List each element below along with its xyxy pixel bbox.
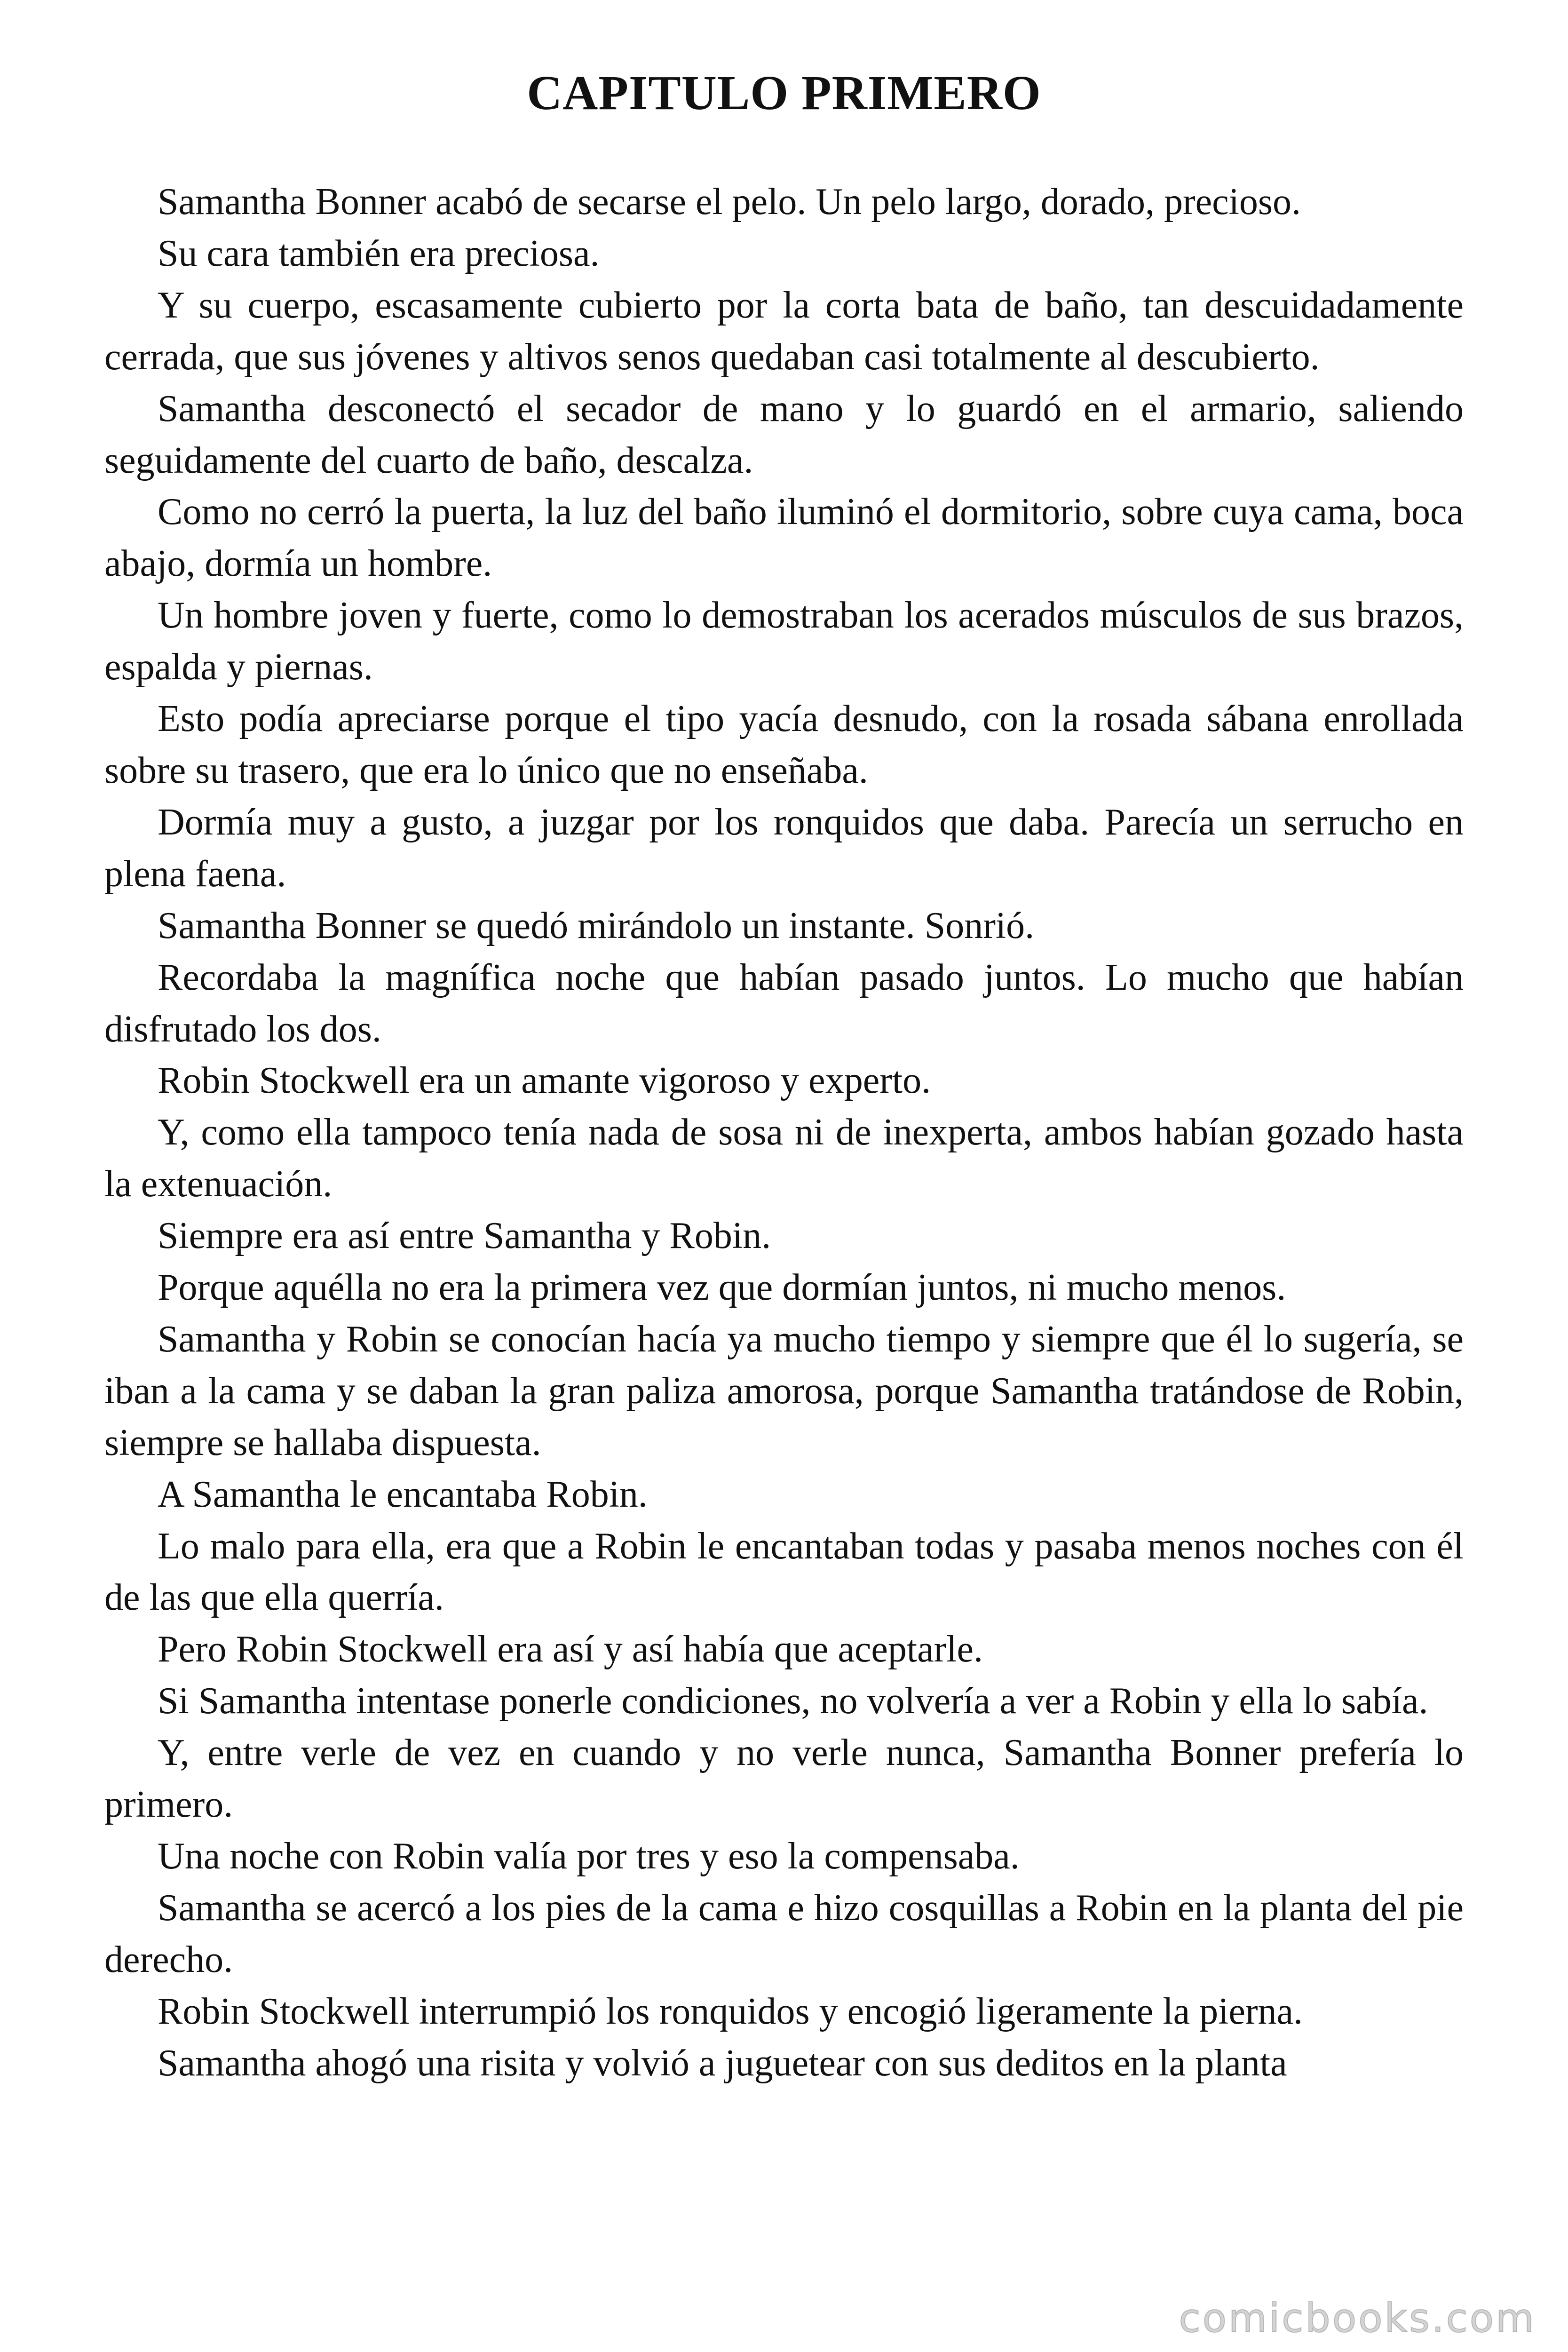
watermark: comicbooks.com bbox=[1179, 2295, 1536, 2341]
paragraph: Samantha Bonner se quedó mirándolo un instante. Sonrió. bbox=[158, 905, 1035, 946]
body-text bbox=[104, 176, 1464, 2090]
paragraph: Samantha Bonner acabó de secarse el pelo. Un pelo largo, dorado, precioso. bbox=[158, 181, 1301, 222]
paragraph: Pero Robin Stockwell era así y así había que aceptarle. bbox=[158, 1629, 983, 1670]
paragraph: Esto podía apreciarse porque el tipo yacía desnudo, con la rosada sábana enrollada sobre su trasero, que era lo único que no enseñaba. bbox=[104, 698, 1464, 791]
paragraph: Recordaba la magnífica noche que habían pasado juntos. Lo mucho que habían disfrutado los dos. bbox=[104, 956, 1464, 1050]
paragraph: Su cara también era preciosa. bbox=[158, 232, 600, 274]
paragraph: A Samantha le encantaba Robin. bbox=[158, 1473, 648, 1515]
paragraph: Siempre era así entre Samantha y Robin. bbox=[158, 1215, 771, 1257]
chapter-title: CAPITULO PRIMERO bbox=[527, 66, 1041, 120]
paragraph: Porque aquélla no era la primera vez que dormían juntos, ni mucho menos. bbox=[158, 1267, 1286, 1309]
paragraph: Un hombre joven y fuerte, como lo demostraban los acerados músculos de sus brazos, espalda y piernas. bbox=[104, 595, 1464, 688]
paragraph: Y, como ella tampoco tenía nada de sosa ni de inexperta, ambos habían gozado hasta la extenuación. bbox=[104, 1112, 1464, 1205]
paragraph: Si Samantha intentase ponerle condiciones, no volvería a ver a Robin y ella lo sabía. bbox=[158, 1680, 1428, 1722]
paragraph: Como no cerró la puerta, la luz del baño iluminó el dormitorio, sobre cuya cama, boca abajo, dormía un hombre. bbox=[104, 491, 1464, 585]
paragraph: Samantha y Robin se conocían hacía ya mucho tiempo y siempre que él lo sugería, se iban a la cama y se daban la gran paliza amorosa, porque Samantha tratándose de Robin, siempre se hallaba dispuesta. bbox=[104, 1318, 1464, 1463]
paragraph: Samantha ahogó una risita y volvió a juguetear con sus deditos en la planta bbox=[158, 2042, 1287, 2084]
paragraph: Y, entre verle de vez en cuando y no verle nunca, Samantha Bonner prefería lo primero. bbox=[104, 1732, 1464, 1826]
paragraph: Y su cuerpo, escasamente cubierto por la corta bata de baño, tan descuidadamente cerrada, que sus jóvenes y altivos senos quedaban casi totalmente al descubierto. bbox=[104, 284, 1464, 378]
paragraph: Samantha desconectó el secador de mano y lo guardó en el armario, saliendo seguidamente del cuarto de baño, descalza. bbox=[104, 388, 1464, 481]
paragraph: Lo malo para ella, era que a Robin le encantaban todas y pasaba menos noches con él de las que ella querría. bbox=[104, 1525, 1464, 1619]
paragraph: Dormía muy a gusto, a juzgar por los ronquidos que daba. Parecía un serrucho en plena faena. bbox=[104, 801, 1464, 895]
paragraph: Robin Stockwell interrumpió los ronquidos y encogió ligeramente la pierna. bbox=[158, 1990, 1303, 2032]
paragraph: Una noche con Robin valía por tres y eso la compensaba. bbox=[158, 1836, 1020, 1877]
paragraph: Samantha se acercó a los pies de la cama e hizo cosquillas a Robin en la planta del pie derecho. bbox=[104, 1887, 1464, 1980]
paragraph: Robin Stockwell era un amante vigoroso y experto. bbox=[158, 1060, 931, 1102]
